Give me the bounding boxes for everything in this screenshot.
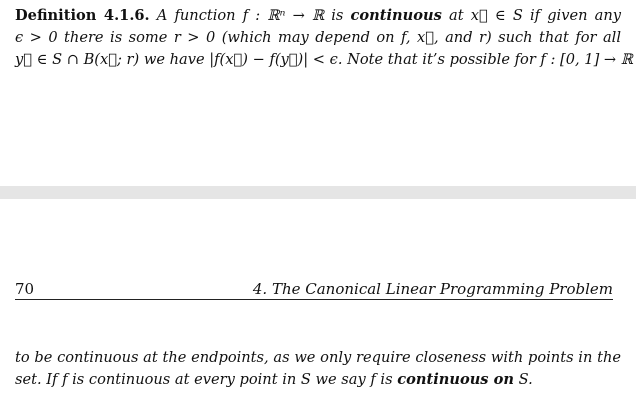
definition-text-a: A function f : ℝⁿ → ℝ is <box>156 7 344 24</box>
continuation-line-1 <box>15 347 621 369</box>
definition-label: Definition 4.1.6. <box>15 7 150 24</box>
definition-line-1 <box>15 5 621 27</box>
continuation-line-1-text: to be continuous at the endpoints, as we only require closeness with points in the <box>15 349 621 366</box>
continuation-text-a: set. If f is continuous at every point in S we say f is <box>15 371 393 388</box>
definition-paragraph <box>15 5 633 71</box>
term-continuous: continuous <box>350 7 442 24</box>
definition-line-3-text: y⃗ ∈ S ∩ B(x⃗; r) we have |f(x⃗) − f(y⃗)| < ϵ. Note that it’s possible for f : [0, 1] → ℝ <box>15 51 633 68</box>
continuation-text-b: S. <box>518 371 533 388</box>
definition-line-2 <box>15 27 621 49</box>
page-break-band <box>0 186 636 199</box>
definition-line-3 <box>15 49 633 71</box>
page-number: 70 <box>15 280 35 298</box>
continuation-line-2 <box>15 369 621 391</box>
definition-text-b: at x⃗ ∈ S if given any <box>449 7 621 24</box>
continuation-paragraph <box>15 347 621 391</box>
header-rule <box>15 299 613 300</box>
term-continuous-on: continuous on <box>397 371 514 388</box>
page-header <box>15 279 613 299</box>
definition-line-2-text: ϵ > 0 there is some r > 0 (which may depend on f, x⃗, and r) such that for all <box>15 29 621 46</box>
chapter-title: 4. The Canonical Linear Programming Problem <box>252 280 613 298</box>
